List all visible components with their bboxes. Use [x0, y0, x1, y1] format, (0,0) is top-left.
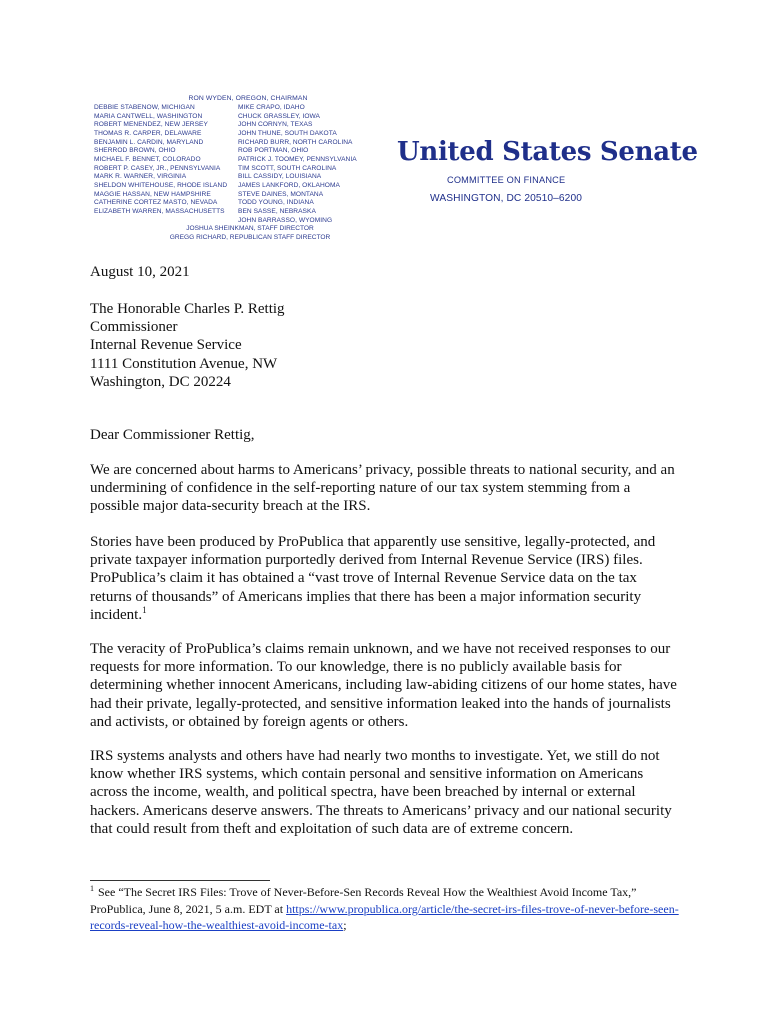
member-name: MAGGIE HASSAN, NEW HAMPSHIRE [94, 190, 211, 198]
paragraph: The veracity of ProPublica’s claims remain unknown, and we have not received responses to our requests for more information. To our knowledge, there is no publicly available basis for determining whether innocent Americans, including law-abiding citizens of our home states, have had their private, legally-protected, and sensitive information leaked into the hands of journalists and activists, or obtained by foreign agents or others. [90, 641, 677, 730]
minority-members-list [238, 104, 357, 225]
republican-staff-director: GREGG RICHARD, REPUBLICAN STAFF DIRECTOR [169, 234, 331, 241]
footnote-text: See “The Secret IRS Files: Trove of Never-Before-Sen Records Reveal How the Wealthiest Avoid Income Tax,” ProPublica, June 8, 2021, 5 a.m. EDT at [90, 885, 637, 916]
recipient-line: Internal Revenue Service [90, 337, 242, 354]
member-name: RICHARD BURR, NORTH CAROLINA [238, 138, 353, 146]
member-name: TIM SCOTT, SOUTH CAROLINA [238, 164, 337, 172]
paragraph-text: Stories have been produced by ProPublica that apparently use sensitive, legally-protected, and private taxpayer information purportedly derived from Internal Revenue Service (IRS) files. ProPublica’s claim it has obtained a “vast trove of Internal Revenue Service data on the tax returns of thousands” of Americans implies that there has been a major information security incident. [90, 534, 656, 623]
staff-directors [120, 224, 380, 242]
member-name: ELIZABETH WARREN, MASSACHUSETTS [94, 207, 225, 215]
member-name: CATHERINE CORTEZ MASTO, NEVADA [94, 199, 218, 207]
paragraph: IRS systems analysts and others have had nearly two months to investigate. Yet, we still do not know whether IRS systems, which contain personal and sensitive information on Americans across the income, wealth, and political spectra, have been breached by internal or external hackers. Americans deserve answers. The threats to Americans’ privacy and our national security that could result from theft and exploitation of such data are of extreme concern. [90, 748, 672, 837]
member-name: JOHN THUNE, SOUTH DAKOTA [238, 129, 337, 137]
member-name: BEN SASSE, NEBRASKA [238, 207, 316, 215]
staff-director: JOSHUA SHEINKMAN, STAFF DIRECTOR [186, 225, 314, 232]
member-name: MICHAEL F. BENNET, COLORADO [94, 155, 201, 163]
member-name: JOHN BARRASSO, WYOMING [238, 216, 333, 224]
member-name: BILL CASSIDY, LOUISIANA [238, 173, 322, 181]
recipient-line: Commissioner [90, 319, 178, 336]
recipient-line: Washington, DC 20224 [90, 373, 231, 390]
member-name: TODD YOUNG, INDIANA [238, 199, 314, 207]
member-name: ROBERT MENENDEZ, NEW JERSEY [94, 121, 208, 129]
footnote [90, 884, 682, 934]
recipient-line: The Honorable Charles P. Rettig [90, 301, 285, 317]
senate-title: United States Senate [397, 137, 698, 167]
member-name: SHELDON WHITEHOUSE, RHODE ISLAND [94, 181, 228, 189]
footnote-link[interactable]: https://www.propublica.org/article/the-secret-irs-files-trove-of-never-before-seen-records-reveal-how-the-wealthiest-avoid-income-tax [90, 901, 679, 932]
member-name: JAMES LANKFORD, OKLAHOMA [238, 181, 340, 189]
member-name: BENJAMIN L. CARDIN, MARYLAND [94, 138, 204, 146]
salutation: Dear Commissioner Rettig, [90, 427, 255, 443]
member-name: ROBERT P. CASEY, JR., PENNSYLVANIA [94, 164, 221, 172]
member-name: DEBBIE STABENOW, MICHIGAN [94, 104, 195, 111]
footnote-end: ; [343, 918, 347, 932]
paragraph [90, 533, 682, 624]
committee-name: COMMITTEE ON FINANCE [447, 175, 566, 185]
member-name: MIKE CRAPO, IDAHO [238, 104, 305, 111]
member-name: ROB PORTMAN, OHIO [238, 147, 309, 155]
member-name: CHUCK GRASSLEY, IOWA [238, 112, 320, 120]
footnote-divider [90, 880, 270, 881]
member-name: MARK R. WARNER, VIRGINIA [94, 173, 187, 181]
member-name: THOMAS R. CARPER, DELAWARE [94, 129, 202, 137]
paragraph: We are concerned about harms to Americans’ privacy, possible threats to national security, and an undermining of confidence in the self-reporting nature of our tax system stemming from a possible major data-security breach at the IRS. [90, 462, 675, 515]
chairman-line: RON WYDEN, OREGON, CHAIRMAN [188, 95, 308, 102]
footnote-reference[interactable]: 1 [142, 604, 147, 615]
member-name: PATRICK J. TOOMEY, PENNSYLVANIA [238, 155, 357, 163]
member-name: SHERROD BROWN, OHIO [94, 147, 176, 155]
letter-date: August 10, 2021 [90, 264, 190, 280]
footnote-number: 1 [90, 884, 94, 893]
member-name: JOHN CORNYN, TEXAS [238, 121, 313, 129]
recipient-line: 1111 Constitution Avenue, NW [90, 355, 278, 372]
member-name: STEVE DAINES, MONTANA [238, 190, 324, 198]
recipient-block [90, 300, 285, 391]
member-name: MARIA CANTWELL, WASHINGTON [94, 112, 203, 120]
committee-address: WASHINGTON, DC 20510–6200 [430, 193, 582, 204]
majority-members-list [94, 104, 227, 217]
